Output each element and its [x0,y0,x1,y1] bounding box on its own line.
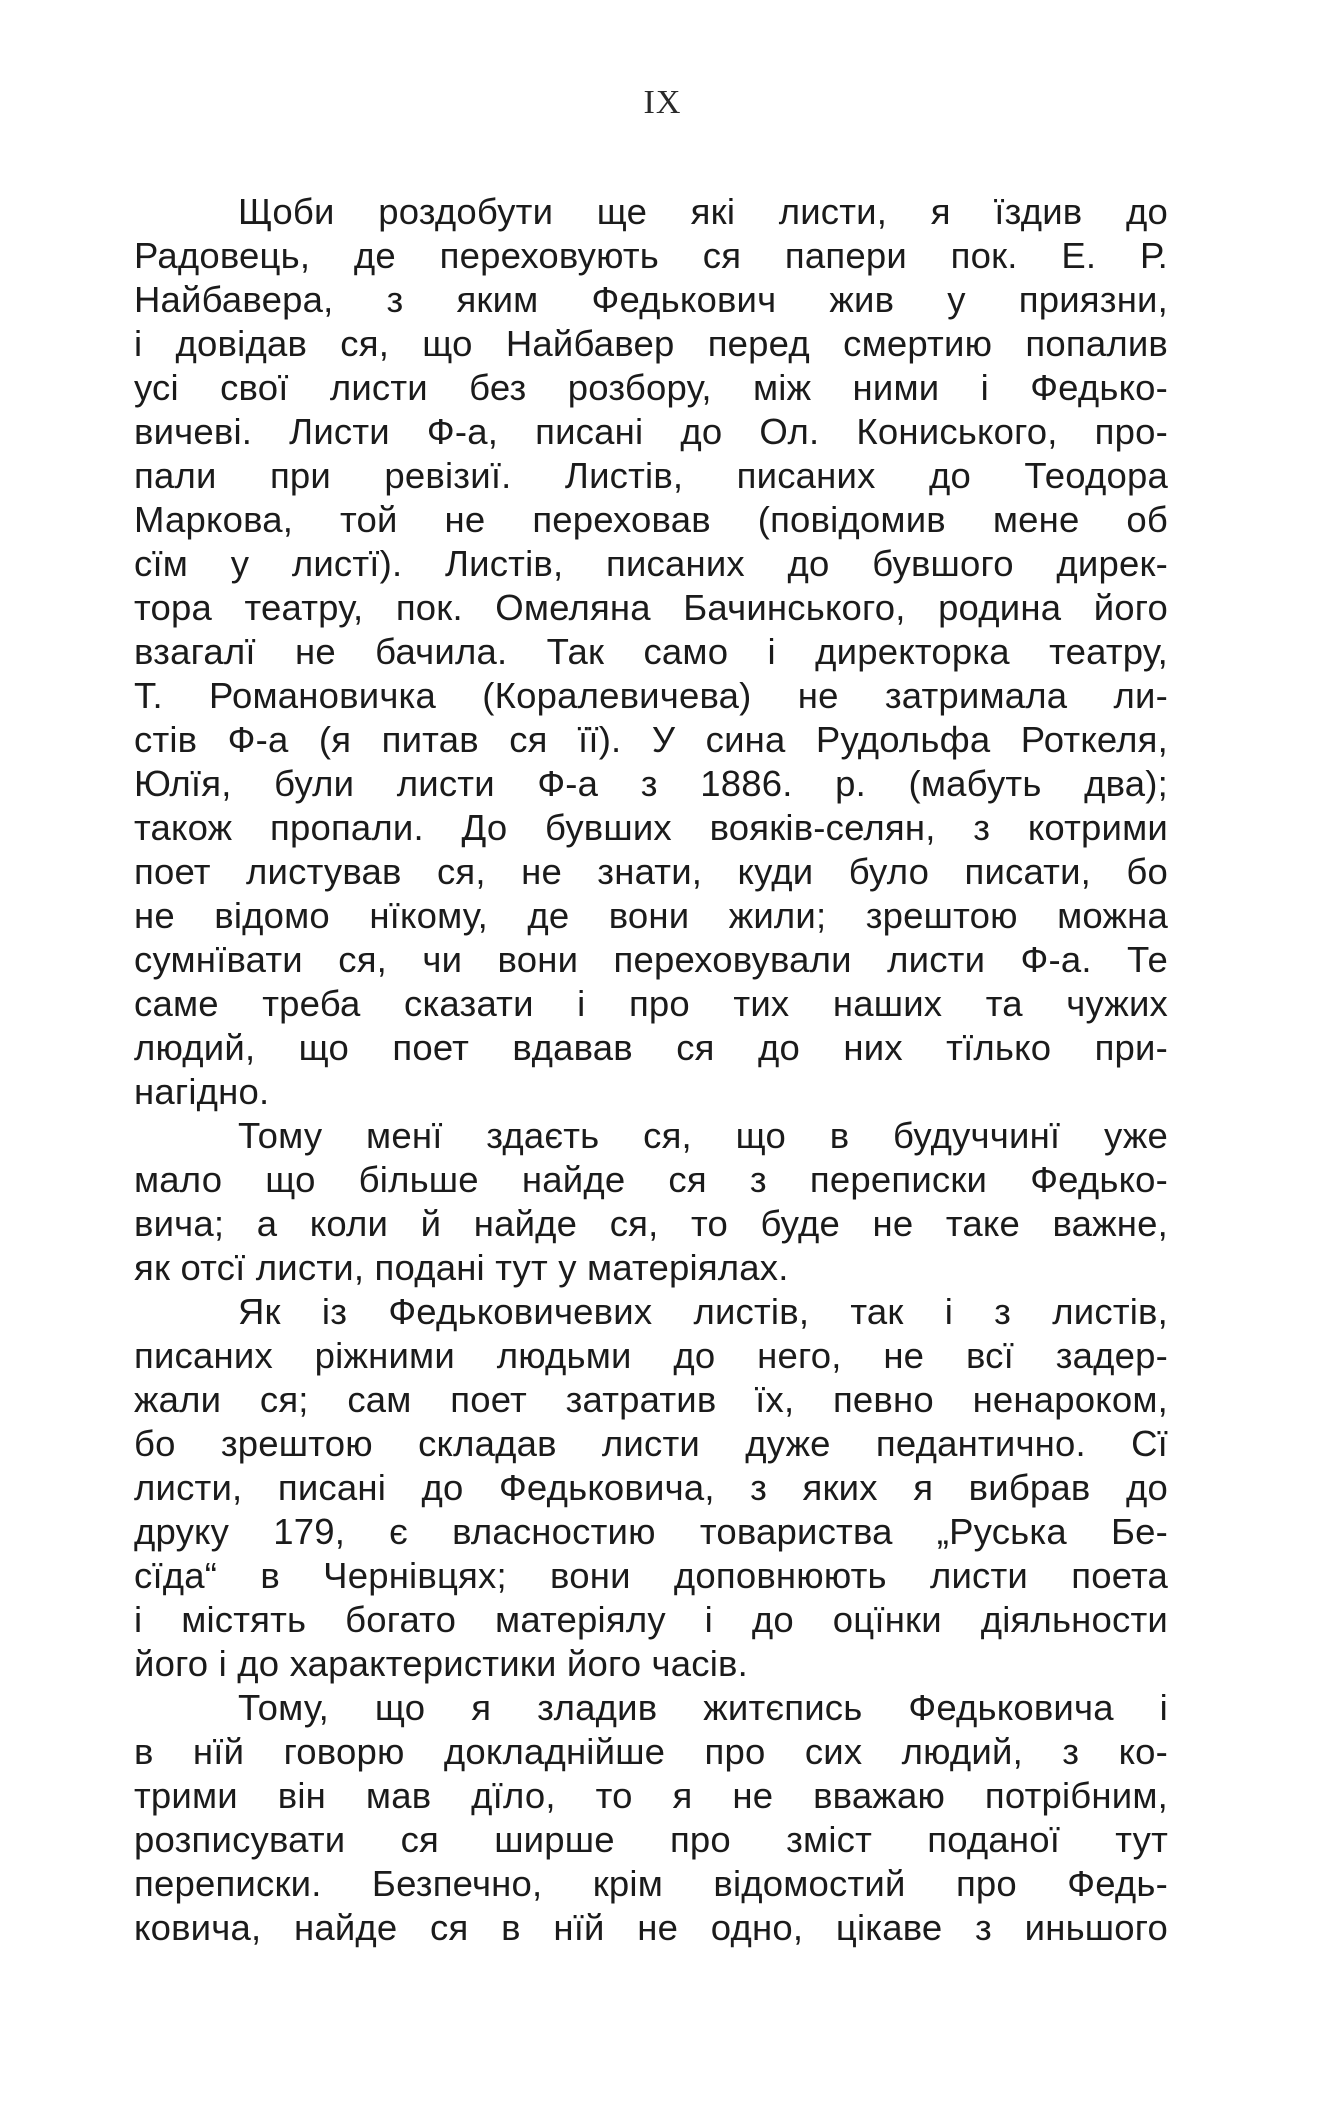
text-line: в нїй говорю докладнійше про сих людий, з ко- [134,1731,1168,1772]
text-line: трими він мав дїло, то я не вважаю потрібним, [134,1775,1168,1816]
text-line: Т. Романовичка (Коралевичева) не затримала ли- [134,675,1168,716]
text-line: розписувати ся ширше про зміст поданої тут [134,1819,1168,1860]
text-line: людий, що поет вдавав ся до них тїлько при- [134,1027,1168,1068]
text-line: усі свої листи без розбору, між ними і Федько- [134,367,1168,408]
text-line: Тому, що я зладив житєпись Федьковича і [238,1687,1168,1728]
text-line: мало що більше найде ся з переписки Федько- [134,1159,1168,1200]
text-line: тора театру, пок. Омеляна Бачинського, родина його [134,587,1168,628]
text-line: Найбавера, з яким Федькович жив у приязни, [134,279,1168,320]
text-line: Тому менї здаєть ся, що в будуччинї уже [238,1115,1168,1156]
text-line: сумнївати ся, чи вони переховували листи Ф-а. Те [134,939,1168,980]
paragraph [134,1686,1168,1950]
text-line: не відомо нїкому, де вони жили; зрештою можна [134,895,1168,936]
text-line: бо зрештою складав листи дуже педантично. Сї [134,1423,1168,1464]
text-line: поет листував ся, не знати, куди було писати, бо [134,851,1168,892]
text-line: Маркова, той не переховав (повідомив мене об [134,499,1168,540]
text-line: писаних ріжними людьми до него, не всї задер- [134,1335,1168,1376]
text-line: жали ся; сам поет затратив їх, певно ненароком, [134,1379,1168,1420]
text-line: листи, писані до Федьковича, з яких я вибрав до [134,1467,1168,1508]
text-line: як отсї листи, подані тут у матеріялах. [134,1247,789,1288]
page-number: IX [643,84,682,121]
text-line: Як із Федьковичевих листів, так і з листів, [238,1291,1168,1332]
text-line: і містять богато матеріялу і до оцїнки діяльности [134,1599,1168,1640]
text-line: саме треба сказати і про тих наших та чужих [134,983,1168,1024]
text-line: друку 179, є власностию товариства „Руська Бе- [134,1511,1168,1552]
text-line: взагалї не бачила. Так само і директорка театру, [134,631,1168,672]
text-line: також пропали. До бувших вояків-селян, з котрими [134,807,1168,848]
text-line: стів Ф-а (я питав ся її). У сина Рудольфа Роткеля, [134,719,1168,760]
text-line: Юлїя, були листи Ф-а з 1886. р. (мабуть два); [134,763,1168,804]
text-line: його і до характеристики його часів. [134,1643,748,1684]
text-line: вича; а коли й найде ся, то буде не таке важне, [134,1203,1168,1244]
text-line: вичеві. Листи Ф-а, писані до Ол. Кониського, про- [134,411,1168,452]
text-line: сїм у листї). Листів, писаних до бувшого дирек- [134,543,1168,584]
paragraph [134,1290,1168,1686]
text-line: нагідно. [134,1071,270,1112]
paragraph [134,190,1168,1114]
text-line: Щоби роздобути ще які листи, я їздив до [238,191,1168,232]
text-line: переписки. Безпечно, крім відомостий про Федь- [134,1863,1168,1904]
body-text [134,190,1168,1950]
text-line: сїда“ в Чернівцях; вони доповнюють листи поета [134,1555,1168,1596]
text-line: і довідав ся, що Найбавер перед смертию попалив [134,323,1168,364]
text-line: Радовець, де переховують ся папери пок. Е. Р. [134,235,1168,276]
text-line: пали при ревізиї. Листів, писаних до Теодора [134,455,1168,496]
paragraph [134,1114,1168,1290]
text-line: ковича, найде ся в нїй не одно, цікаве з иньшого [134,1907,1168,1948]
